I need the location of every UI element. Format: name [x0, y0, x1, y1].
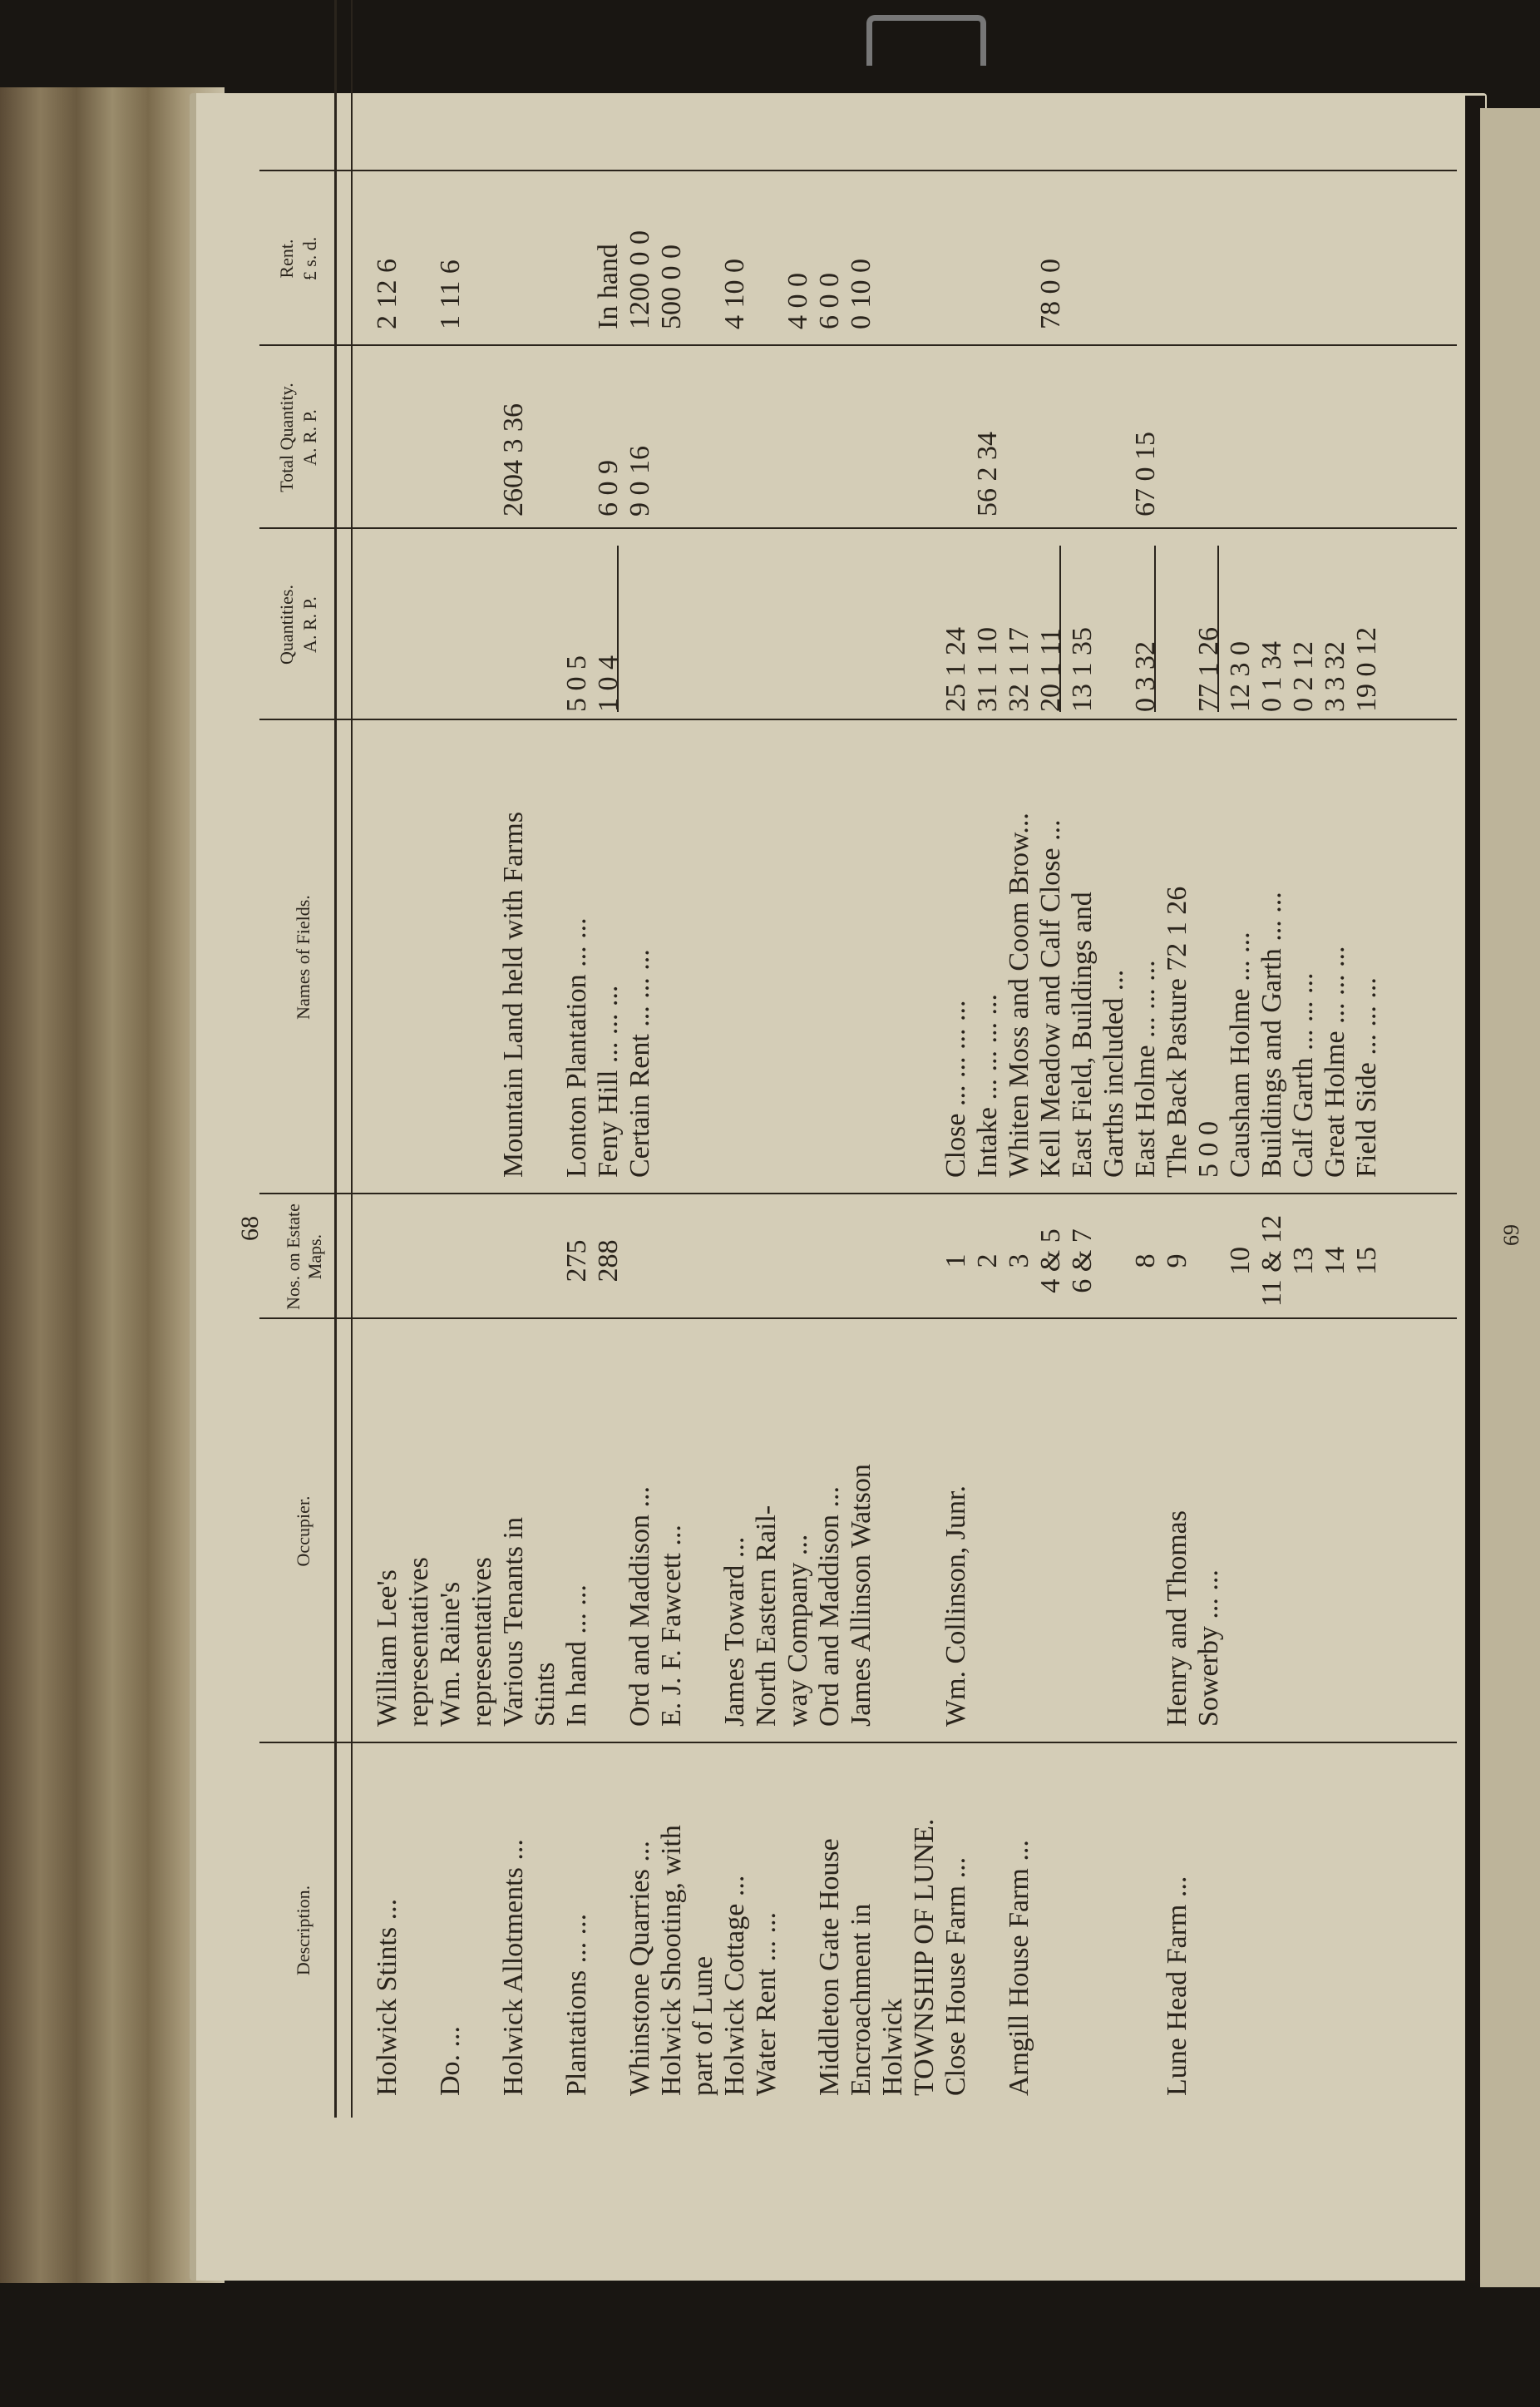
occupier-cell: Sowerby ... ...	[1193, 1569, 1224, 1727]
header-total-units: A. R. P.	[299, 409, 320, 466]
header-total: Total Quantity.	[276, 383, 297, 492]
description-cell: TOWNSHIP OF LUNE.	[909, 1818, 940, 2096]
occupier-cell: Henry and Thomas	[1162, 1510, 1192, 1727]
occupier-cell: William Lee's	[372, 1569, 402, 1727]
map-number-cell: 11 & 12	[1256, 1214, 1287, 1307]
field-name-cell: Intake ... ... ... ...	[972, 994, 1003, 1178]
quantity-cell: 0 1 34	[1256, 641, 1287, 712]
occupier-cell: James Toward ...	[719, 1536, 750, 1727]
map-number-cell: 13	[1288, 1247, 1319, 1275]
quantity-cell: 19 0 12	[1351, 627, 1382, 712]
occupier-cell: Various Tenants in	[498, 1517, 529, 1727]
total-quantity-cell: 6 0 9	[593, 460, 624, 516]
rent-cell: In hand	[593, 244, 624, 329]
field-name-cell: The Back Pasture 72 1 26	[1162, 886, 1192, 1178]
field-name-cell: Causham Holme ... ...	[1225, 932, 1256, 1178]
description-cell: Encroachment in	[846, 1903, 876, 2096]
total-quantity-cell: 56 2 34	[972, 432, 1003, 516]
table-top-rule	[334, 0, 337, 2118]
header-quantities: Quantities.	[276, 585, 297, 665]
total-quantity-cell: 2604 3 36	[498, 403, 529, 516]
rotated-estate-table	[259, 0, 1457, 2118]
map-number-cell: 15	[1351, 1247, 1382, 1275]
quantity-cell: 3 3 32	[1320, 641, 1350, 712]
field-name-cell: Calf Garth ... ... ...	[1288, 972, 1319, 1178]
map-number-cell: 10	[1225, 1247, 1256, 1275]
quantity-cell: 25 1 24	[940, 627, 971, 712]
field-name-cell: East Holme ... ... ...	[1130, 960, 1161, 1178]
field-name-cell: Great Holme ... ... ...	[1320, 946, 1350, 1178]
map-number-cell: 14	[1320, 1247, 1350, 1275]
total-quantity-cell: 9 0 16	[624, 446, 655, 516]
description-cell: Water Rent ... ...	[751, 1911, 782, 2096]
total-quantity-cell: 67 0 15	[1130, 432, 1161, 516]
occupier-cell: Ord and Maddison ...	[624, 1486, 655, 1727]
quantity-cell: 20 1 11	[1035, 628, 1066, 712]
map-number-cell: 9	[1162, 1253, 1192, 1268]
occupier-cell: representatives	[403, 1557, 434, 1727]
map-number-cell: 3	[1004, 1253, 1034, 1268]
field-name-cell: Close ... ... ... ...	[940, 1000, 971, 1178]
occupier-cell: Wm. Collinson, Junr.	[940, 1485, 971, 1727]
description-cell: Whinstone Quarries ...	[624, 1841, 655, 2096]
occupier-cell: way Company ...	[782, 1534, 813, 1727]
description-cell: Middleton Gate House	[814, 1838, 845, 2096]
map-number-cell: 275	[561, 1239, 592, 1283]
header-rent-units: £ s. d.	[299, 236, 320, 281]
quantity-cell: 31 1 10	[972, 627, 1003, 712]
description-cell: Holwick Allotments ...	[498, 1839, 529, 2096]
rent-cell: 78 0 0	[1035, 259, 1066, 329]
quantity-cell: 13 1 35	[1067, 627, 1098, 712]
facing-page-edge	[1480, 108, 1540, 2287]
rent-cell: 1 11 6	[435, 259, 466, 329]
quantity-cell: 5 0 5	[561, 655, 592, 712]
description-cell: Holwick Shooting, with	[656, 1825, 687, 2096]
map-number-cell: 2	[972, 1253, 1003, 1268]
description-cell: Holwick Stints ...	[372, 1898, 402, 2096]
occupier-cell: E. J. F. Fawcett ...	[656, 1525, 687, 1727]
map-number-cell: 8	[1130, 1253, 1161, 1268]
field-name-cell: Whiten Moss and Coom Brow...	[1004, 813, 1034, 1178]
subtotal-rule	[617, 546, 619, 712]
description-cell: Do. ...	[435, 2025, 466, 2096]
rent-cell: 1200 0 0	[624, 230, 655, 329]
header-fields: Names of Fields.	[293, 895, 313, 1020]
field-name-cell: Field Side ... ... ...	[1351, 977, 1382, 1178]
field-name-cell: Buildings and Garth ... ...	[1256, 892, 1287, 1178]
map-number-cell: 1	[940, 1253, 971, 1268]
table-row	[1347, 0, 1387, 2118]
page-number-68: 68	[236, 1216, 264, 1241]
header-nos: Nos. on Estate Maps.	[283, 1204, 325, 1310]
subtotal-rule	[1059, 546, 1061, 712]
description-cell: Holwick Cottage ...	[719, 1875, 750, 2096]
quantity-cell: 0 3 32	[1130, 641, 1161, 712]
header-bottom-rule	[351, 0, 353, 2118]
description-cell: Holwick	[877, 1998, 908, 2096]
occupier-cell: Stints	[530, 1662, 560, 1727]
rent-cell: 0 10 0	[846, 259, 876, 329]
quantity-cell: 32 1 17	[1004, 627, 1034, 712]
subtotal-rule	[1154, 546, 1156, 712]
description-cell: Plantations ... ...	[561, 1913, 592, 2096]
occupier-cell: In hand ... ...	[561, 1584, 592, 1727]
rent-cell: 4 10 0	[719, 259, 750, 329]
occupier-cell: James Allinson Watson	[846, 1464, 876, 1727]
header-quantities-units: A. R. P.	[299, 596, 320, 653]
rent-cell: 2 12 6	[372, 259, 402, 329]
occupier-cell: representatives	[466, 1557, 497, 1727]
rent-cell: 500 0 0	[656, 245, 687, 329]
description-cell: Lune Head Farm ...	[1162, 1876, 1192, 2096]
occupier-cell: Wm. Raine's	[435, 1581, 466, 1727]
description-cell: part of Lune	[688, 1955, 718, 2096]
field-name-cell: Kell Meadow and Calf Close ...	[1035, 819, 1066, 1178]
field-name-cell: East Field, Buildings and	[1067, 892, 1098, 1178]
quantity-cell: 12 3 0	[1225, 641, 1256, 712]
map-number-cell: 6 & 7	[1067, 1228, 1098, 1293]
field-name-cell: Garths included ...	[1098, 969, 1129, 1178]
header-description: Description.	[293, 1885, 313, 1976]
description-cell: Arngill House Farm ...	[1004, 1840, 1034, 2096]
occupier-cell: Ord and Maddison ...	[814, 1486, 845, 1727]
map-number-cell: 4 & 5	[1035, 1228, 1066, 1293]
quantity-cell: 77 1 26	[1193, 627, 1224, 712]
page-number-69: 69	[1499, 1224, 1523, 1246]
map-number-cell: 288	[593, 1239, 624, 1283]
field-name-cell: Lonton Plantation ... ...	[561, 917, 592, 1178]
quantity-cell: 0 2 12	[1288, 641, 1319, 712]
rent-cell: 6 0 0	[814, 273, 845, 329]
field-name-cell: Certain Rent ... ... ...	[624, 949, 655, 1178]
field-name-cell: Mountain Land held with Farms	[498, 811, 529, 1178]
field-name-cell: 5 0 0	[1193, 1121, 1224, 1178]
field-name-cell: Feny Hill ... ... ...	[593, 985, 624, 1178]
occupier-cell: North Eastern Rail-	[751, 1505, 782, 1727]
quantity-cell: 1 0 4	[593, 655, 624, 712]
header-occupier: Occupier.	[293, 1495, 313, 1567]
subtotal-rule	[1217, 546, 1219, 712]
description-cell: Close House Farm ...	[940, 1856, 971, 2096]
rent-cell: 4 0 0	[782, 273, 813, 329]
header-rent: Rent.	[276, 239, 297, 279]
